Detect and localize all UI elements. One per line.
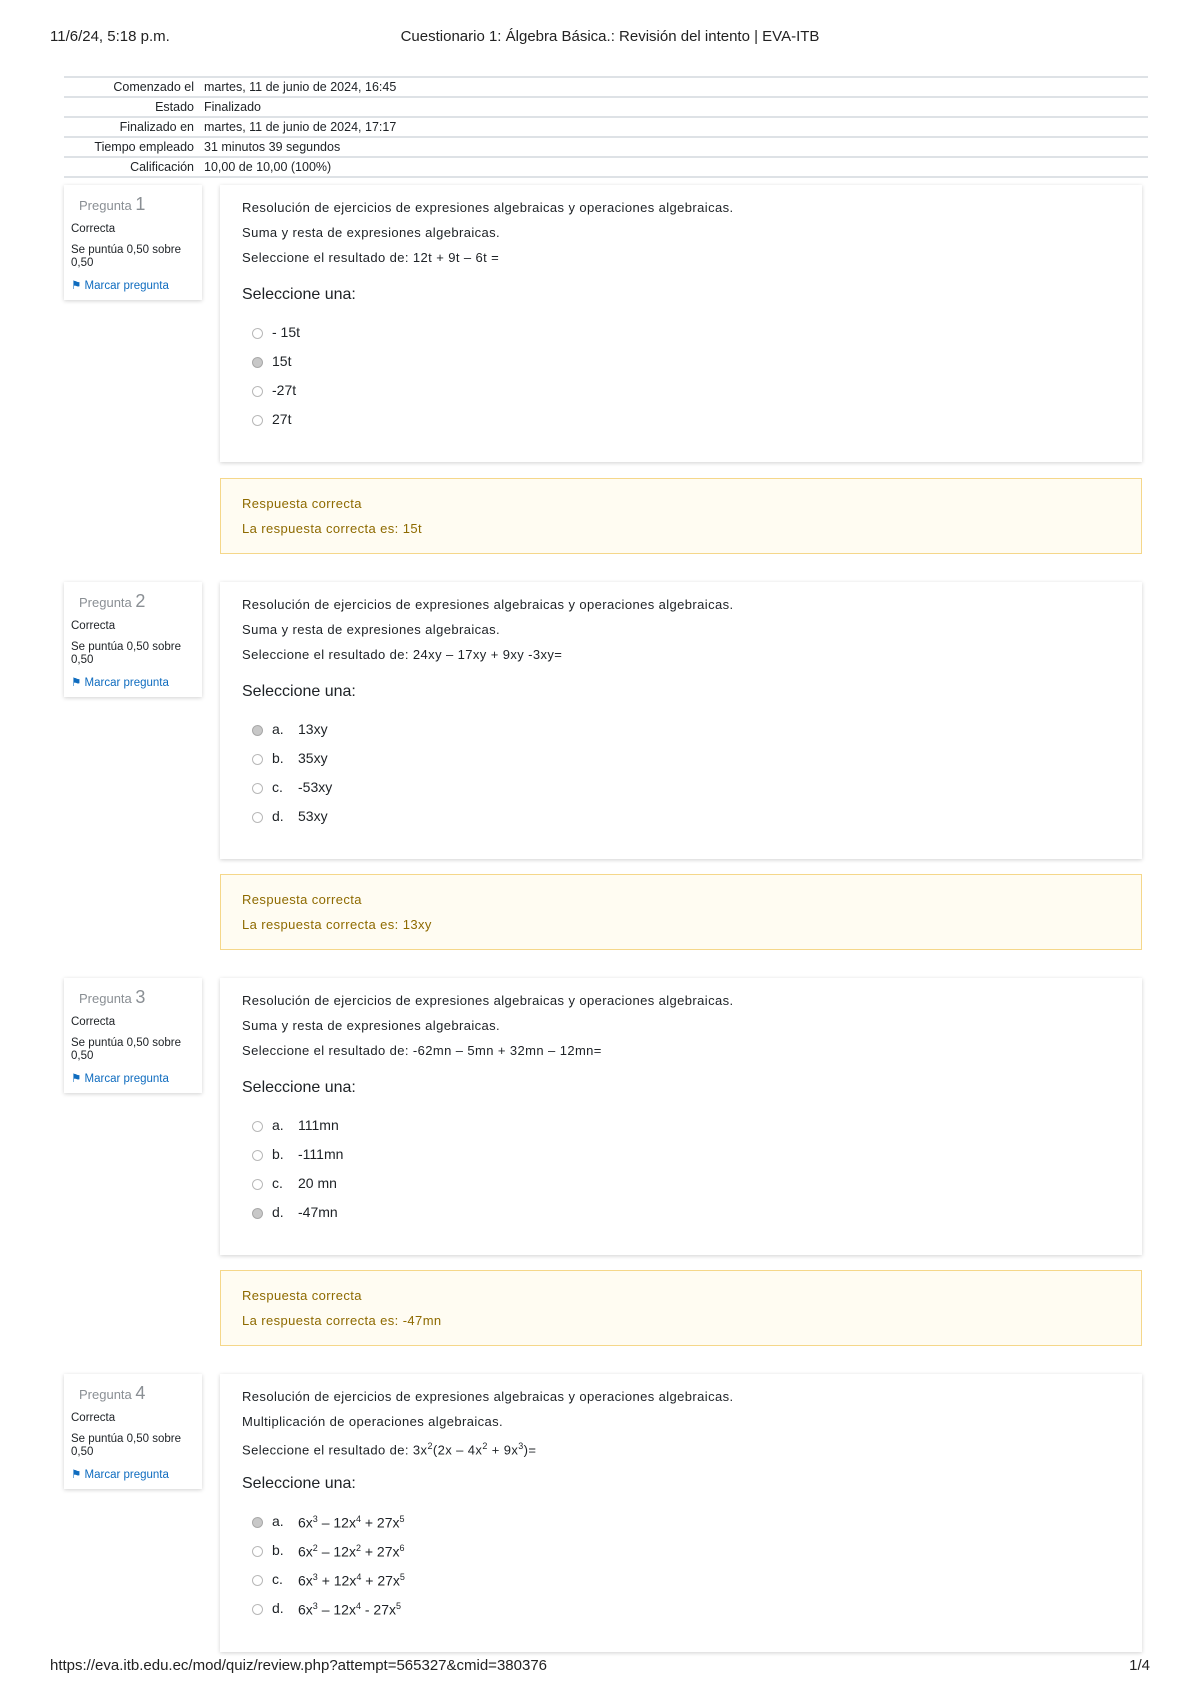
answer-option[interactable]	[242, 1140, 1120, 1169]
summary-label: Tiempo empleado	[94, 140, 194, 154]
option-text: -27t	[272, 382, 297, 398]
question-content-1	[220, 185, 1142, 462]
radio-button[interactable]	[252, 812, 263, 823]
question-grade: Se puntúa 0,50 sobre 0,50	[71, 244, 181, 269]
answer-option[interactable]	[242, 347, 1120, 376]
answer-option[interactable]	[242, 1111, 1120, 1140]
option-text: $6x^3 - 12x^4 + 27x^5$	[298, 1514, 405, 1531]
summary-value: martes, 11 de junio de 2024, 16:45	[204, 80, 397, 94]
question-state: Correcta	[71, 1412, 116, 1424]
option-letter: c.	[272, 1571, 283, 1587]
summary-label: Comenzado el	[113, 80, 194, 94]
summary-value: 10,00 de 10,00 (100%)	[204, 160, 332, 174]
question-grade: Se puntúa 0,50 sobre 0,50	[71, 1037, 181, 1062]
option-text: 13xy	[298, 721, 328, 737]
question-statement: Seleccione el resultado de: 12t + 9t – 6t =	[242, 250, 500, 265]
flag-question-link[interactable]: ⚑ Marcar pregunta	[71, 1073, 169, 1085]
flag-question-link[interactable]: ⚑ Marcar pregunta	[71, 1469, 169, 1481]
question-statement: Seleccione el resultado de: -62mn – 5mn + 32mn – 12mn=	[242, 1043, 602, 1058]
option-text: 35xy	[298, 750, 328, 766]
answer-option[interactable]	[242, 773, 1120, 802]
question-number: Pregunta 1	[79, 194, 146, 214]
question-info-4	[64, 1374, 202, 1489]
select-prompt: Seleccione una:	[242, 683, 356, 700]
correct-answer: La respuesta correcta es: -47mn	[242, 1313, 442, 1328]
flag-icon: ⚑	[71, 1469, 82, 1481]
select-prompt: Seleccione una:	[242, 1079, 356, 1096]
answer-option[interactable]	[242, 1198, 1120, 1227]
option-text: -53xy	[298, 779, 333, 795]
answer-option[interactable]	[242, 318, 1120, 347]
print-datetime: 11/6/24, 5:18 p.m.	[50, 28, 170, 45]
correct-answer: La respuesta correcta es: 15t	[242, 521, 422, 536]
question-info-3	[64, 978, 202, 1093]
summary-row	[64, 117, 1148, 137]
option-text: -111mn	[298, 1146, 344, 1162]
question-state: Correcta	[71, 620, 116, 632]
option-text: 27t	[272, 411, 292, 427]
option-letter: b.	[272, 750, 284, 766]
option-letter: d.	[272, 808, 284, 824]
question-info-2	[64, 582, 202, 697]
answer-option[interactable]	[242, 1507, 1120, 1536]
answer-option[interactable]	[242, 1169, 1120, 1198]
flag-icon: ⚑	[71, 280, 82, 292]
flag-question-link[interactable]: ⚑ Marcar pregunta	[71, 280, 169, 292]
option-text: $6x^3 + 12x^4 + 27x^5$	[298, 1572, 405, 1589]
radio-button[interactable]	[252, 1546, 263, 1557]
answer-option[interactable]	[242, 376, 1120, 405]
option-text: 111mn	[298, 1117, 339, 1133]
option-letter: c.	[272, 1175, 283, 1191]
option-text: $6x^3 - 12x^4 - 27x^5$	[298, 1601, 401, 1618]
question-subtopic: Suma y resta de expresiones algebraicas.	[242, 1018, 501, 1033]
answer-option[interactable]	[242, 1536, 1120, 1565]
select-prompt: Seleccione una:	[242, 1475, 356, 1492]
answer-option[interactable]	[242, 405, 1120, 434]
radio-button[interactable]	[252, 1150, 263, 1161]
question-statement: Seleccione el resultado de: 24xy – 17xy + 9xy -3xy=	[242, 647, 563, 662]
flag-question-link[interactable]: ⚑ Marcar pregunta	[71, 677, 169, 689]
option-text: 53xy	[298, 808, 328, 824]
radio-button[interactable]	[252, 415, 263, 426]
question-subtopic: Suma y resta de expresiones algebraicas.	[242, 622, 501, 637]
question-topic: Resolución de ejercicios de expresiones algebraicas y operaciones algebraicas.	[242, 200, 734, 215]
option-text: -47mn	[298, 1204, 338, 1220]
feedback-title: Respuesta correcta	[242, 1288, 362, 1303]
radio-button[interactable]	[252, 1575, 263, 1586]
question-subtopic: Suma y resta de expresiones algebraicas.	[242, 225, 501, 240]
summary-value: 31 minutos 39 segundos	[204, 140, 341, 154]
summary-label: Calificación	[130, 160, 194, 174]
answer-option[interactable]	[242, 1594, 1120, 1623]
question-statement: Seleccione el resultado de: $3x^2(2x - 4x^2 + 9x^3)=$	[242, 1441, 537, 1458]
question-topic: Resolución de ejercicios de expresiones algebraicas y operaciones algebraicas.	[242, 1389, 734, 1404]
question-content-2	[220, 582, 1142, 859]
option-letter: a.	[272, 1513, 284, 1529]
summary-label: Finalizado en	[119, 120, 194, 134]
radio-button[interactable]	[252, 754, 263, 765]
question-content-3	[220, 978, 1142, 1255]
option-letter: c.	[272, 779, 283, 795]
radio-button[interactable]	[252, 328, 263, 339]
feedback-title: Respuesta correcta	[242, 496, 362, 511]
option-text: 15t	[272, 353, 292, 369]
answer-option[interactable]	[242, 1565, 1120, 1594]
print-url: https://eva.itb.edu.ec/mod/quiz/review.php?attempt=565327&cmid=380376	[50, 1657, 547, 1674]
question-topic: Resolución de ejercicios de expresiones algebraicas y operaciones algebraicas.	[242, 597, 734, 612]
summary-value: martes, 11 de junio de 2024, 17:17	[204, 120, 397, 134]
summary-row	[64, 97, 1148, 117]
answer-option[interactable]	[242, 715, 1120, 744]
radio-button[interactable]	[252, 386, 263, 397]
summary-row	[64, 157, 1148, 177]
question-info-1	[64, 185, 202, 300]
radio-button-selected[interactable]	[252, 725, 263, 736]
radio-button-selected[interactable]	[252, 1208, 263, 1219]
radio-button-selected[interactable]	[252, 357, 263, 368]
select-prompt: Seleccione una:	[242, 286, 356, 303]
question-number: Pregunta 3	[79, 987, 146, 1007]
option-letter: b.	[272, 1542, 284, 1558]
feedback-title: Respuesta correcta	[242, 892, 362, 907]
radio-button[interactable]	[252, 1179, 263, 1190]
flag-icon: ⚑	[71, 1073, 82, 1085]
question-number: Pregunta 2	[79, 591, 146, 611]
summary-row	[64, 137, 1148, 157]
radio-button[interactable]	[252, 783, 263, 794]
summary-value: Finalizado	[204, 100, 261, 114]
question-state: Correcta	[71, 1016, 116, 1028]
attempt-summary-table	[64, 76, 1148, 178]
print-page-number: 1/4	[1129, 1657, 1150, 1674]
answer-option[interactable]	[242, 744, 1120, 773]
option-letter: a.	[272, 1117, 284, 1133]
flag-icon: ⚑	[71, 677, 82, 689]
correct-answer: La respuesta correcta es: 13xy	[242, 917, 432, 932]
question-number: Pregunta 4	[79, 1383, 146, 1403]
print-title: Cuestionario 1: Álgebra Básica.: Revisión del intento | EVA-ITB	[400, 28, 820, 45]
question-state: Correcta	[71, 223, 116, 235]
feedback-box-2	[220, 874, 1142, 950]
answer-option[interactable]	[242, 802, 1120, 831]
feedback-box-1	[220, 478, 1142, 554]
question-grade: Se puntúa 0,50 sobre 0,50	[71, 1433, 181, 1458]
print-header	[0, 28, 1200, 50]
radio-button-selected[interactable]	[252, 1517, 263, 1528]
question-content-4	[220, 1374, 1142, 1652]
option-letter: d.	[272, 1204, 284, 1220]
radio-button[interactable]	[252, 1121, 263, 1132]
question-grade: Se puntúa 0,50 sobre 0,50	[71, 641, 181, 666]
summary-row	[64, 77, 1148, 97]
option-letter: d.	[272, 1600, 284, 1616]
feedback-box-3	[220, 1270, 1142, 1346]
summary-label: Estado	[155, 100, 194, 114]
option-letter: a.	[272, 721, 284, 737]
option-letter: b.	[272, 1146, 284, 1162]
option-text: 20 mn	[298, 1175, 337, 1191]
question-subtopic: Multiplicación de operaciones algebraicas.	[242, 1414, 504, 1429]
radio-button[interactable]	[252, 1604, 263, 1615]
option-text: - 15t	[272, 324, 301, 340]
question-topic: Resolución de ejercicios de expresiones algebraicas y operaciones algebraicas.	[242, 993, 734, 1008]
option-text: $6x^2 - 12x^2 + 27x^6$	[298, 1543, 405, 1560]
